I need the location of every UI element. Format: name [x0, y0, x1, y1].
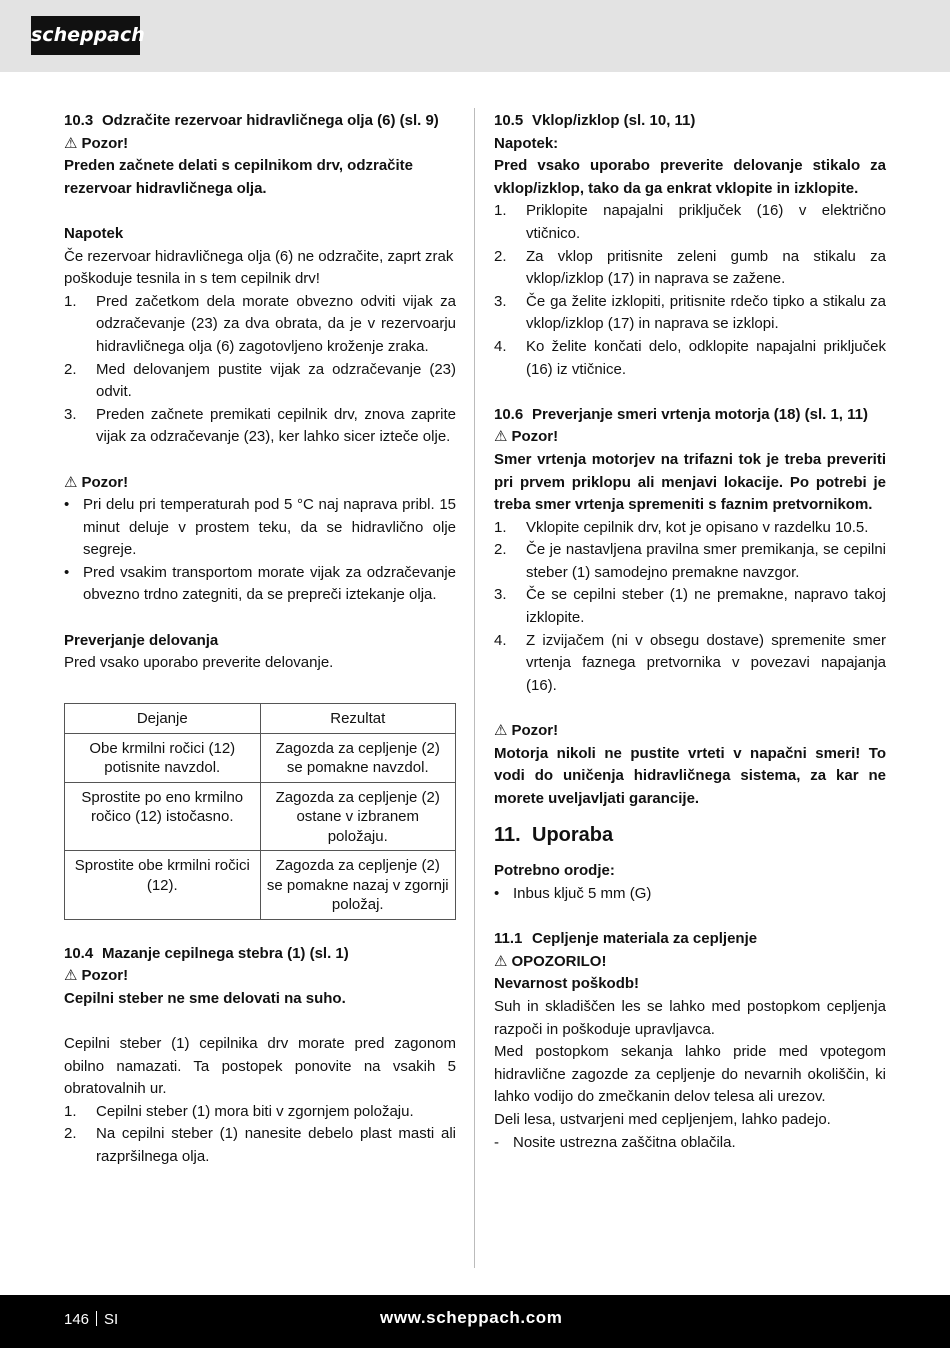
separator — [96, 1311, 97, 1326]
warning-triangle-icon: ⚠ — [494, 722, 508, 740]
warning-heading: ⚠ Pozor! — [64, 965, 456, 988]
section-11-heading: 11. Uporaba — [494, 824, 614, 847]
list-item: 4. Ko želite končati delo, odklopite napajalni priključek (16) iz vtičnice. — [494, 337, 886, 378]
table-cell: Zagozda za cepljenje (2) se pomakne nazaj v zgornji položaj. — [260, 851, 456, 920]
warning-heading: ⚠ Pozor! — [64, 133, 456, 156]
steps-list — [494, 200, 886, 381]
warning-heading: ⚠ Pozor! — [494, 720, 886, 743]
scheppach-logo: scheppach — [31, 16, 140, 55]
list-item: • Pred vsakim transportom morate vijak za odzračevanje obvezno trdno zategniti, da se prepreči iztekanje olja. — [64, 563, 456, 604]
note-text: Če rezervoar hidravličnega olja (6) ne odzračite, zaprt zrak poškoduje tesnila in s tem cepilnik drv! — [64, 247, 454, 288]
steps-list — [64, 1101, 456, 1169]
right-column — [494, 110, 886, 1154]
column-divider — [474, 108, 475, 1268]
warning-subheading: Nevarnost poškodb! — [494, 975, 640, 993]
warning-triangle-icon: ⚠ — [64, 967, 78, 985]
page-number: 146 SI — [64, 1311, 119, 1328]
list-item: 1. Priklopite napajalni priključek (16) v električno vtičnico. — [494, 202, 886, 242]
bullet-list — [64, 494, 456, 607]
list-item: 3. Preden začnete premikati cepilnik drv, znova zaprite vijak za odzračevanje (23), ker lahko sicer izteče olje. — [64, 405, 456, 446]
table-header-cell: Rezultat — [260, 704, 456, 734]
warning-text: Motorja nikoli ne pustite vrteti v napačni smeri! To vodi do uničenja hidravličnega sistema, za kar ne morete uveljavljati garancije. — [494, 744, 886, 807]
note-heading: Napotek — [64, 224, 124, 242]
warning-heading: ⚠ OPOZORILO! — [494, 951, 886, 974]
note-heading: Napotek: — [494, 134, 559, 152]
list-item: 1. Pred začetkom dela morate obvezno odviti vijak za odzračevanje (23) za dva obrata, da je v rezervoarju hidravličnega olja (6) zagotovljeno kroženje zraka. — [64, 292, 456, 355]
list-item: • Inbus ključ 5 mm (G) — [494, 885, 652, 902]
list-item: 2. Na cepilni steber (1) nanesite debelo plast masti ali razpršilnega olja. — [64, 1125, 456, 1165]
page-header — [0, 0, 950, 72]
list-item: 4. Z izvijačem (ni v obsegu dostave) spremenite smer vrtenja faznega pretvornika v povezavi napajanja (16). — [494, 631, 886, 694]
paragraph: Deli lesa, ustvarjeni med cepljenjem, lahko padejo. — [494, 1110, 831, 1128]
table-cell: Zagozda za cepljenje (2) ostane v izbranem položaju. — [260, 782, 456, 851]
steps-list — [494, 517, 886, 698]
paragraph: Cepilni steber (1) cepilnika drv morate pred zagonom obilno namazati. Ta postopek ponovite na vsakih 5 obratovalnih ur. — [64, 1034, 456, 1098]
table-row — [65, 733, 456, 782]
table-cell: Zagozda za cepljenje (2) se pomakne navzdol. — [260, 733, 456, 782]
section-10-6-heading: 10.6 Preverjanje smeri vrtenja motorja (18) (sl. 1, 11) — [494, 405, 868, 423]
list-item: 3. Če se cepilni steber (1) ne premakne, napravo takoj izklopite. — [494, 586, 886, 627]
warning-text: Smer vrtenja motorjev na trifazni tok je treba preveriti pri prvem priklopu ali menjavi lokacije. Po potrebi je treba smer vrtenja spremeniti s faznim pretvornikom. — [494, 450, 886, 514]
list-item: 1. Cepilni steber (1) mora biti v zgornjem položaju. — [64, 1102, 414, 1120]
warning-text: Cepilni steber ne sme delovati na suho. — [64, 989, 346, 1007]
list-item: 2. Med delovanjem pustite vijak za odzračevanje (23) odvit. — [64, 360, 456, 401]
table-cell: Sprostite po eno krmilno ročico (12) istočasno. — [65, 782, 261, 851]
section-10-3-heading: 10.3 Odzračite rezervoar hidravličnega olja (6) (sl. 9) — [64, 112, 439, 129]
check-text: Pred vsako uporabo preverite delovanje. — [64, 654, 334, 672]
warning-triangle-icon: ⚠ — [494, 428, 508, 446]
page-footer — [0, 1295, 950, 1348]
list-item: 1. Vklopite cepilnik drv, kot je opisano v razdelku 10.5. — [494, 518, 869, 536]
warning-triangle-icon: ⚠ — [494, 952, 508, 970]
steps-list — [64, 291, 456, 449]
list-item: - Nosite ustrezna zaščitna oblačila. — [494, 1133, 736, 1151]
warning-text: Preden začnete delati s cepilnikom drv, odzračite rezervoar hidravličnega olja. — [64, 157, 414, 197]
list-item: 3. Če ga želite izklopiti, pritisnite rdečo tipko a stikalu za vklop/izklop (17) in naprava se izklopi. — [494, 292, 886, 333]
warning-heading: ⚠ Pozor! — [64, 472, 456, 495]
warning-heading: ⚠ Pozor! — [494, 426, 886, 449]
left-column — [64, 110, 456, 1168]
warning-triangle-icon: ⚠ — [64, 473, 78, 491]
table-cell: Sprostite obe krmilni ročici (12). — [65, 851, 261, 920]
list-item: 2. Za vklop pritisnite zeleni gumb na stikalu za vklop/izklop (17) in naprava se zažene. — [494, 247, 886, 288]
table-header-cell: Dejanje — [65, 704, 261, 734]
table-cell: Obe krmilni ročici (12) potisnite navzdol. — [65, 733, 261, 782]
note-text: Pred vsako uporabo preverite delovanje stikalo za vklop/izklop, tako da ga enkrat vklopite in izklopite. — [494, 157, 886, 197]
list-item: 2. Če je nastavljena pravilna smer premikanja, se cepilni steber (1) samodejno premakne navzgor. — [494, 541, 886, 581]
section-10-4-heading: 10.4 Mazanje cepilnega stebra (1) (sl. 1) — [64, 944, 349, 962]
check-heading: Preverjanje delovanja — [64, 631, 219, 649]
table-row — [65, 782, 456, 851]
table-row — [65, 851, 456, 920]
table-header-row — [65, 704, 456, 734]
tools-heading: Potrebno orodje: — [494, 862, 615, 880]
paragraph: Med postopkom sekanja lahko pride med vpotegom hidravlične zagozde za cepljenje do nevarnih okoliščin, ki lahko vodijo do zmečkanin delov telesa ali urezov. — [494, 1043, 886, 1106]
warning-triangle-icon: ⚠ — [64, 134, 78, 152]
paragraph: Suh in skladiščen les se lahko med postopkom cepljenja razpoči in poškoduje upravljavca. — [494, 997, 886, 1038]
website-link[interactable]: www.scheppach.com — [380, 1308, 563, 1327]
function-check-table — [64, 703, 456, 920]
section-10-5-heading: 10.5 Vklop/izklop (sl. 10, 11) — [494, 112, 696, 129]
section-11-1-heading: 11.1 Cepljenje materiala za cepljenje — [494, 930, 758, 948]
list-item: • Pri delu pri temperaturah pod 5 °C naj naprava pribl. 15 minut deluje v prostem teku, da se hidravlično olje segreje. — [64, 496, 456, 559]
